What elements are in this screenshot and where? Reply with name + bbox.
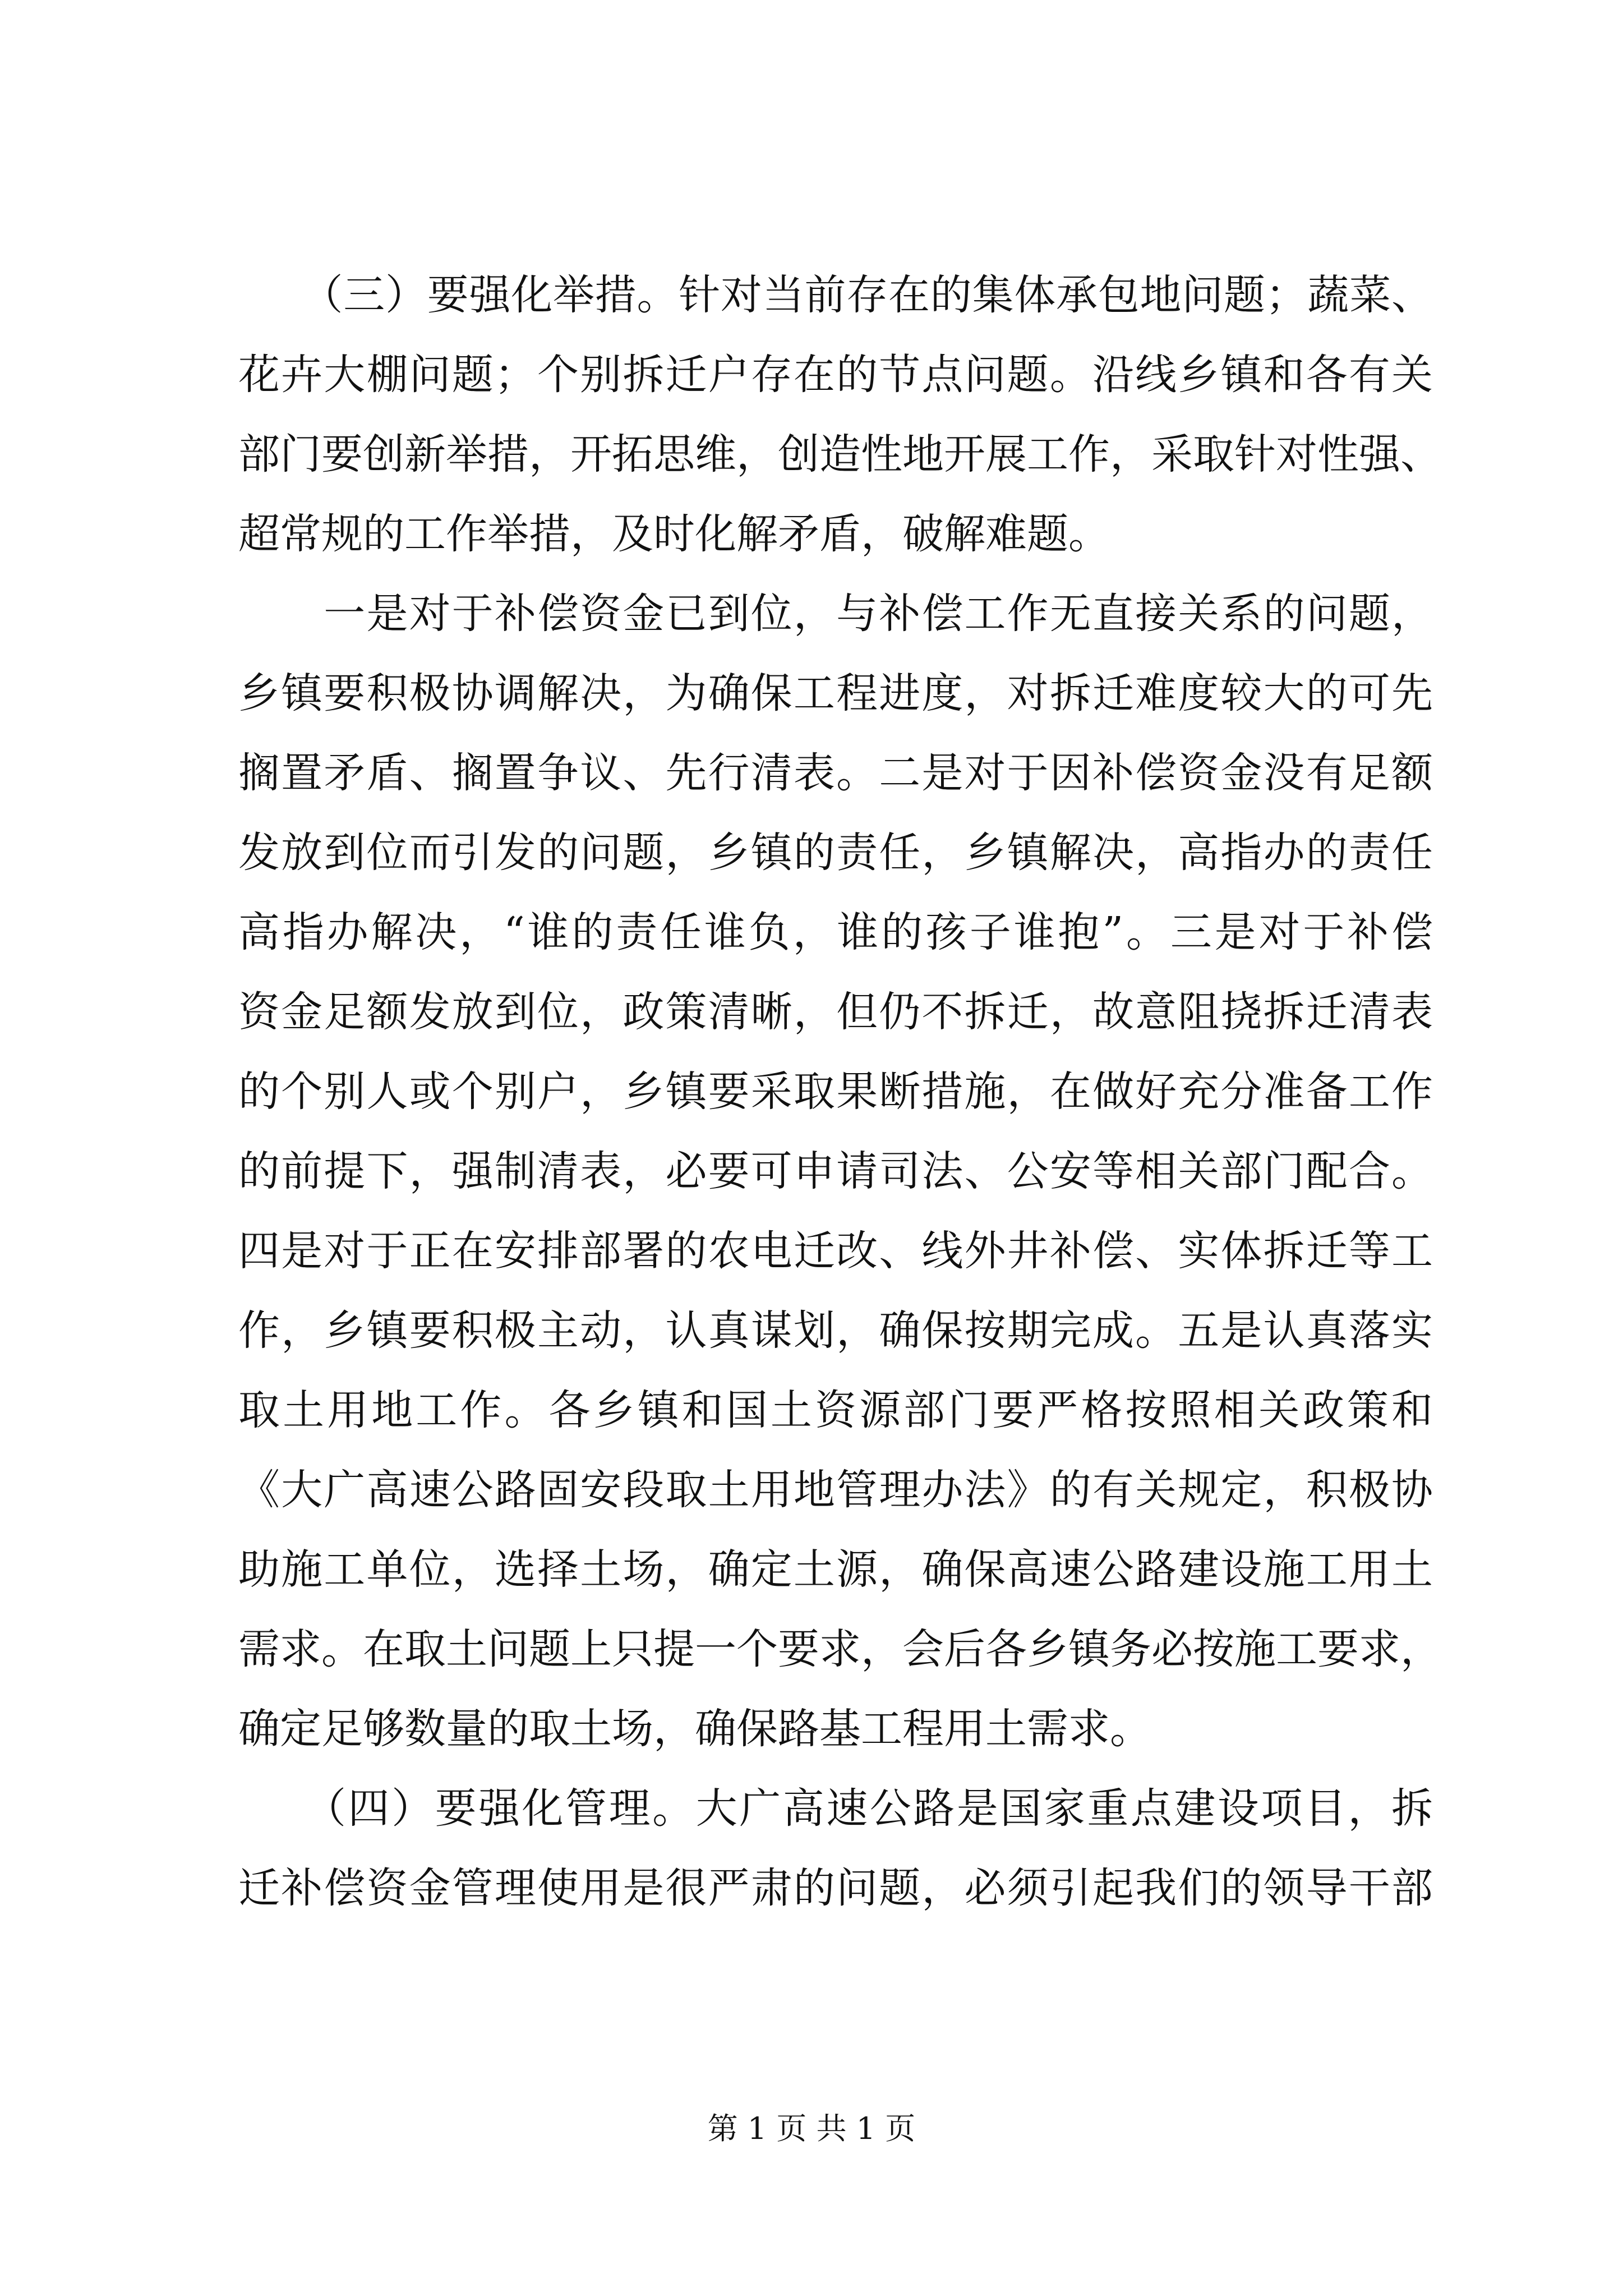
text-line: 确定足够数量的取土场，确保路基工程用土需求。 [238, 1705, 1151, 1753]
text-line: 高指办解决，“谁的责任谁负，谁的孩子谁抱”。三是对于补偿 [238, 908, 1433, 956]
text-line: 资金足额发放到位，政策清晰，但仍不拆迁，故意阻挠拆迁清表 [238, 988, 1433, 1036]
text-line: （四）要强化管理。大广高速公路是国家重点建设项目，拆 [238, 1784, 1433, 1833]
text-line: 助施工单位，选择土场，确定土源，确保高速公路建设施工用土 [238, 1545, 1433, 1594]
text-line: 的个别人或个别户，乡镇要采取果断措施，在做好充分准备工作 [238, 1068, 1433, 1116]
text-line: 需求。在取土问题上只提一个要求，会后各乡镇务必按施工要求， [238, 1625, 1442, 1673]
text-line: 取土用地工作。各乡镇和国土资源部门要严格按照相关政策和 [238, 1386, 1433, 1434]
text-line: （三）要强化举措。针对当前存在的集体承包地问题；蔬菜、 [238, 271, 1433, 319]
text-line: 乡镇要积极协调解决，为确保工程进度，对拆迁难度较大的可先 [238, 669, 1433, 717]
text-line: 四是对于正在安排部署的农电迁改、线外井补偿、实体拆迁等工 [238, 1227, 1433, 1275]
text-line: 花卉大棚问题；个别拆迁户存在的节点问题。沿线乡镇和各有关 [238, 351, 1433, 399]
text-line: 的前提下，强制清表，必要可申请司法、公安等相关部门配合。 [238, 1147, 1433, 1195]
document-body [238, 255, 1442, 1928]
text-line: 搁置矛盾、搁置争议、先行清表。二是对于因补偿资金没有足额 [238, 749, 1433, 797]
text-line: 迁补偿资金管理使用是很严肃的问题，必须引起我们的领导干部 [238, 1864, 1433, 1912]
text-line: 一是对于补偿资金已到位，与补偿工作无直接关系的问题， [238, 590, 1433, 638]
text-line: 部门要创新举措，开拓思维，创造性地开展工作，采取针对性强、 [238, 430, 1442, 478]
page-footer: 第 1 页 共 1 页 [707, 2111, 916, 2146]
text-line: 超常规的工作举措，及时化解矛盾，破解难题。 [238, 510, 1110, 558]
text-line: 作，乡镇要积极主动，认真谋划，确保按期完成。五是认真落实 [238, 1306, 1433, 1355]
text-line: 发放到位而引发的问题，乡镇的责任，乡镇解决，高指办的责任 [238, 829, 1433, 877]
text-line: 《大广高速公路固安段取土用地管理办法》的有关规定，积极协 [238, 1466, 1433, 1514]
